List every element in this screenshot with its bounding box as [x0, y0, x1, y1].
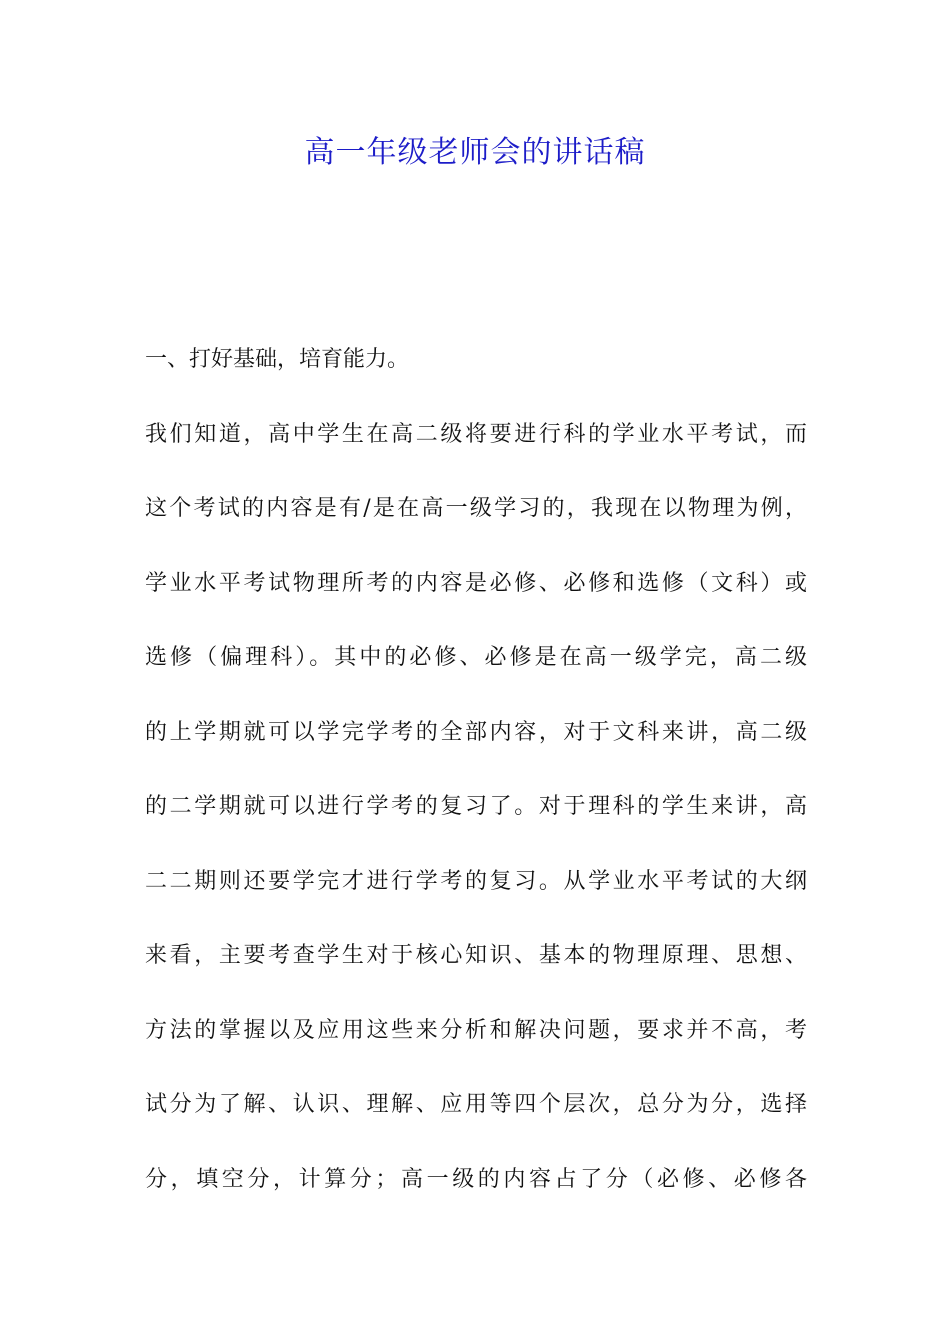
paragraph-line: 的上学期就可以学完学考的全部内容，对于文科来讲，高二级	[145, 719, 807, 745]
document-body	[145, 338, 807, 1232]
paragraph-line: 这个考试的内容是有/是在高一级学习的，我现在以物理为例，	[145, 496, 807, 521]
paragraph-line: 分，填空分，计算分；高一级的内容占了分（必修、必修各	[145, 1166, 807, 1192]
section-heading: 一、打好基础，培育能力。	[145, 347, 410, 372]
paragraph-line: 二二期则还要学完才进行学考的复习。从学业水平考试的大纲	[145, 868, 807, 894]
paragraph-line: 我们知道，高中学生在高二级将要进行科的学业水平考试，而	[145, 421, 807, 447]
paragraph-line: 选修（偏理科）。其中的必修、必修是在高一级学完，高二级	[145, 645, 807, 670]
paragraph-line: 方法的掌握以及应用这些来分析和解决问题，要求并不高，考	[145, 1017, 807, 1043]
paragraph-line: 来看，主要考查学生对于核心知识、基本的物理原理、思想、	[145, 943, 807, 968]
paragraph-line: 的二学期就可以进行学考的复习了。对于理科的学生来讲，高	[145, 794, 807, 819]
paragraph-line: 试分为了解、认识、理解、应用等四个层次，总分为分，选择	[145, 1092, 807, 1117]
document-title: 高一年级老师会的讲话稿	[304, 135, 646, 170]
paragraph-line: 学业水平考试物理所考的内容是必修、必修和选修（文科）或	[145, 570, 807, 596]
